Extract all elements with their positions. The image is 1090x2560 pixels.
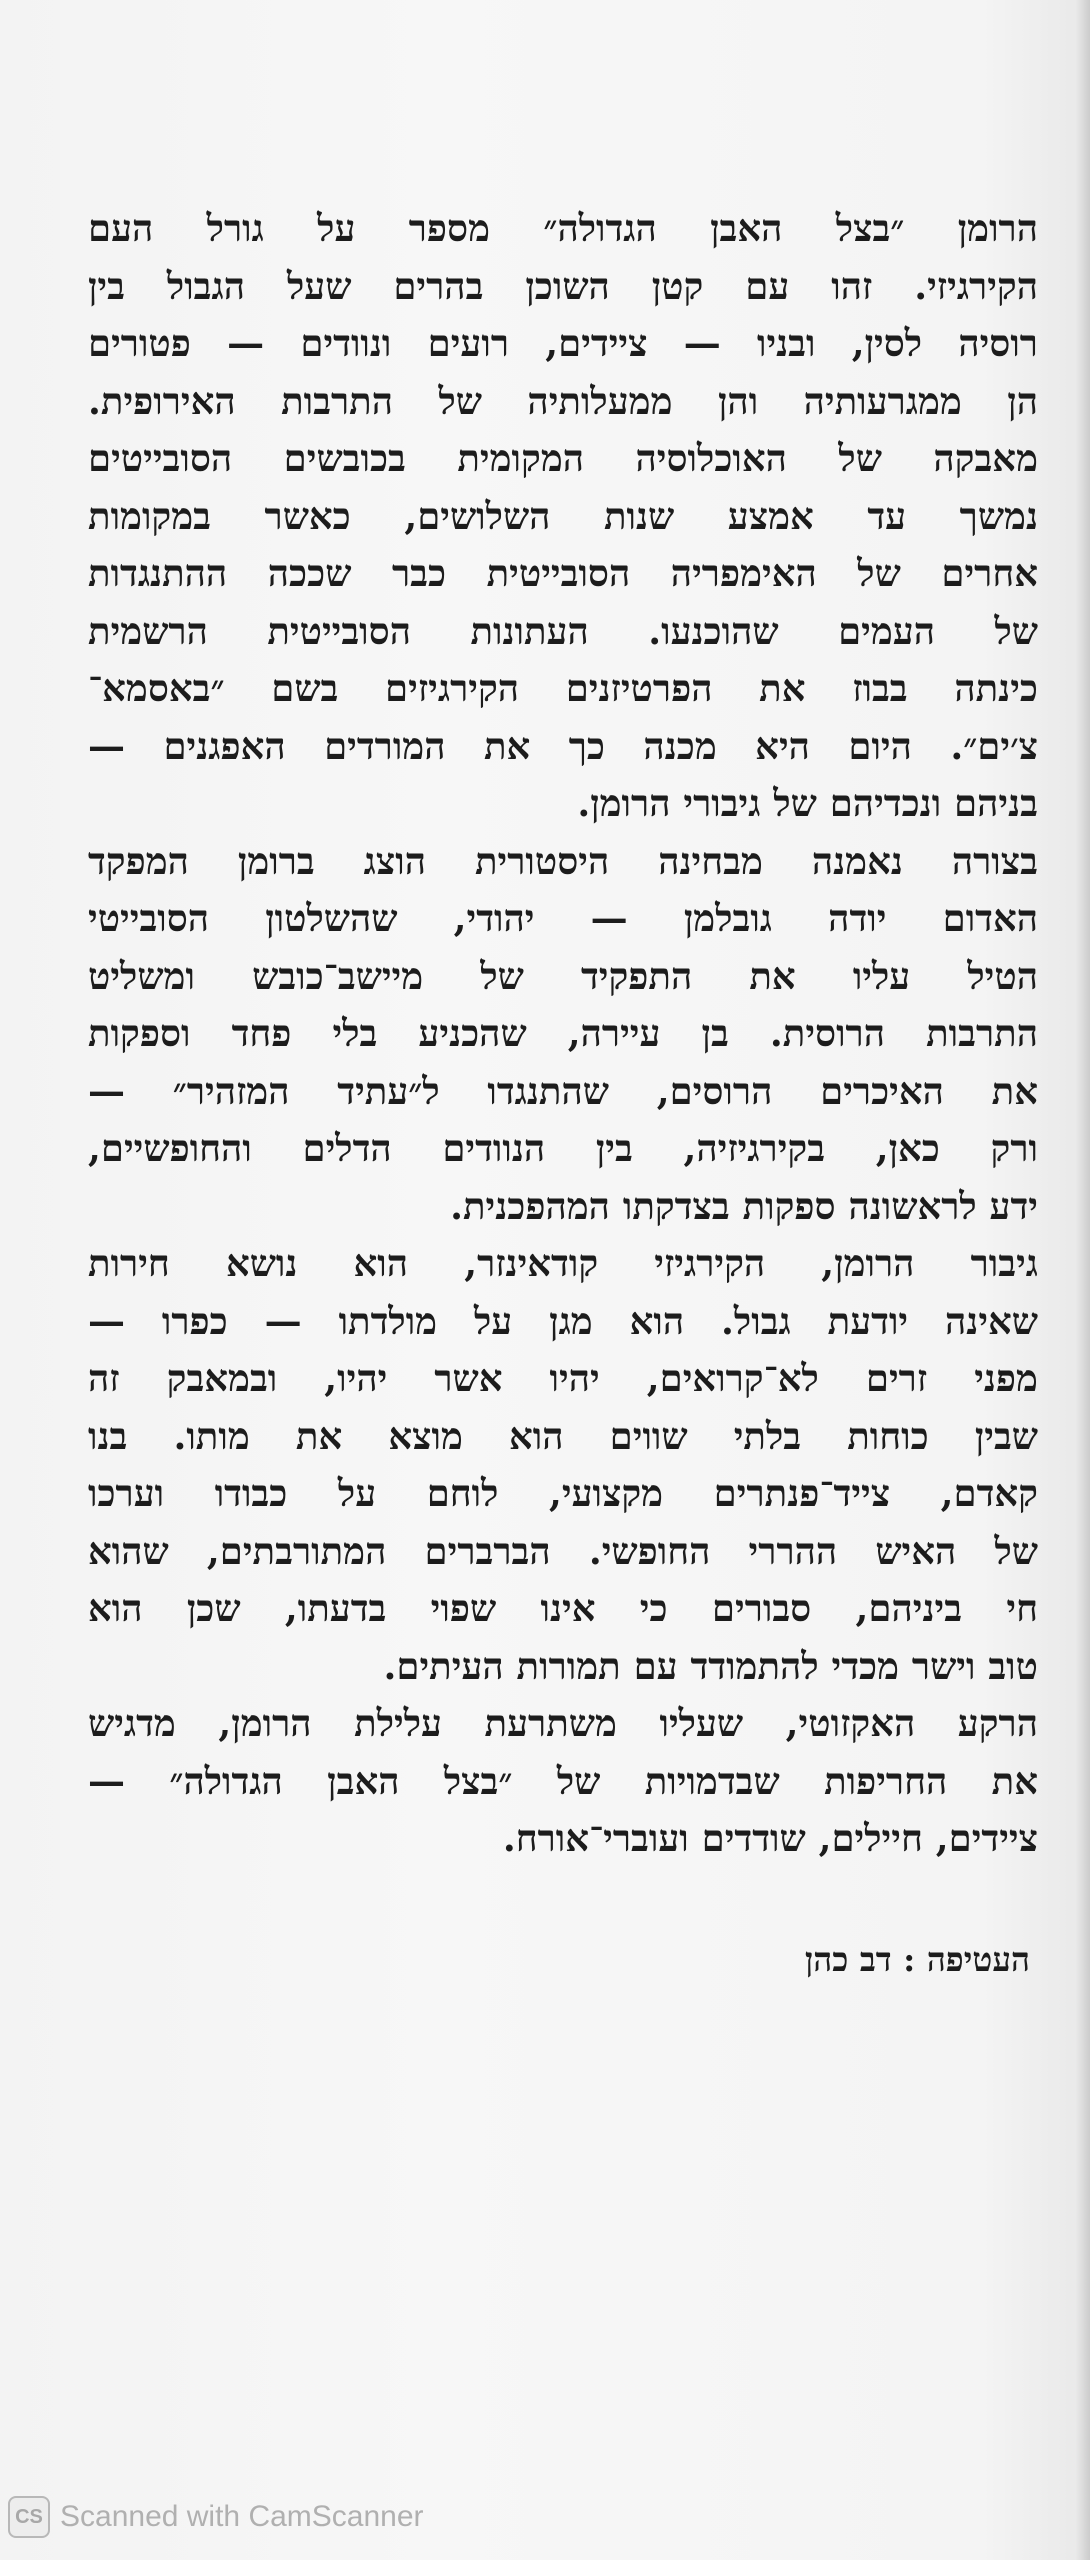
blurb-line: ציידים, חיילים, שודדים ועוברי־אורח. (502, 1816, 1038, 1860)
blurb-line: בניהם ונכדיהם של גיבורי הרומן. (577, 781, 1038, 825)
blurb-line: האדום יודה גובלמן — יהודי, שהשלטון הסובייטי (88, 896, 1038, 940)
blurb-line: של האיש ההררי החופשי. הברברים המתורבתים, שהוא (88, 1528, 1038, 1573)
blurb-line: קאדם, צייד־פנתרים מקצועי, לוחם על כבודו וערכו (88, 1471, 1038, 1515)
camscanner-logo-icon: CS (8, 2496, 50, 2538)
watermark-text: Scanned with CamScanner (60, 2500, 424, 2533)
blurb-line: טוב וישר מכדי להתמודד עם תמורות העיתים. (383, 1643, 1038, 1688)
blurb-line: שבין כוחות בלתי שווים הוא מוצא את מותו. בנו (88, 1413, 1038, 1458)
blurb-line: גיבור הרומן, הקירגיזי קודאינזר, הוא נושא חירות (88, 1241, 1038, 1285)
camscanner-watermark (8, 2496, 424, 2538)
blurb-line: הרומן ״בצל האבן הגדולה״ מספר על גורל העם (88, 206, 1038, 250)
blurb-line: הן ממגרעותיה והן ממעלותיה של התרבות האירופית. (88, 378, 1038, 423)
blurb-line: כינתה בבוז את הפרטיזנים הקירגיזים בשם ״באסמא־ (88, 666, 1038, 710)
blurb-line: אחרים של האימפריה הסובייטית כבר שככה ההתנגדות (88, 551, 1038, 595)
blurb-line: מפני זרים לא־קרואים, יהיו אשר יהיו, ובמאבק זה (88, 1356, 1038, 1400)
blurb-line: שאינה יודעת גבול. הוא מגן על מולדתו — כפרו — (88, 1298, 1038, 1343)
page-edge-shadow (1076, 0, 1090, 2560)
blurb-line: התרבות הרוסית. בן עיירה, שהכניע בלי פחד וספקות (88, 1011, 1038, 1055)
blurb-line: נמשך עד אמצע שנות השלושים, כאשר במקומות (88, 493, 1038, 538)
blurb-line: בצורה נאמנה מבחינה היסטורית הוצג ברומן המפקד (88, 838, 1038, 883)
book-blurb (88, 200, 1038, 1868)
blurb-line: את האיכרים הרוסים, שהתנגדו ל״עתיד המזהיר״ — (88, 1068, 1038, 1113)
blurb-line: הקירגיזי. זהו עם קטן השוכן בהרים שעל הגבול בין (88, 263, 1038, 308)
blurb-line: הרקע האקזוטי, שעליו משתרעת עלילת הרומן, מדגיש (88, 1701, 1038, 1745)
blurb-line: חי ביניהם, סבורים כי אינו שפוי בדעתו, שכן הוא (88, 1586, 1038, 1630)
blurb-line: רוסיה לסין, ובניו — ציידים, רועים ונוודים — פטורים (88, 321, 1038, 365)
cover-design-credit: העטיפה : דב כהן (804, 1940, 1030, 1979)
blurb-line: ידע לראשונה ספקות בצדקתו המהפכנית. (450, 1183, 1038, 1228)
blurb-line: צ׳ים״. היום היא מכנה כך את המורדים האפגנים — (88, 723, 1038, 768)
blurb-line: ורק כאן, בקירגיזיה, בין הנוודים הדלים והחופשיים, (88, 1126, 1038, 1170)
blurb-line: של העמים שהוכנעו. העתונות הסובייטית הרשמית (88, 608, 1038, 653)
blurb-line: את החריפות שבדמויות של ״בצל האבן הגדולה״ — (88, 1758, 1038, 1803)
blurb-line: מאבקה של האוכלוסיה המקומית בכובשים הסובייטים (88, 436, 1038, 480)
blurb-line: הטיל עליו את התפקיד של מיישב־כובש ומשליט (88, 953, 1038, 998)
